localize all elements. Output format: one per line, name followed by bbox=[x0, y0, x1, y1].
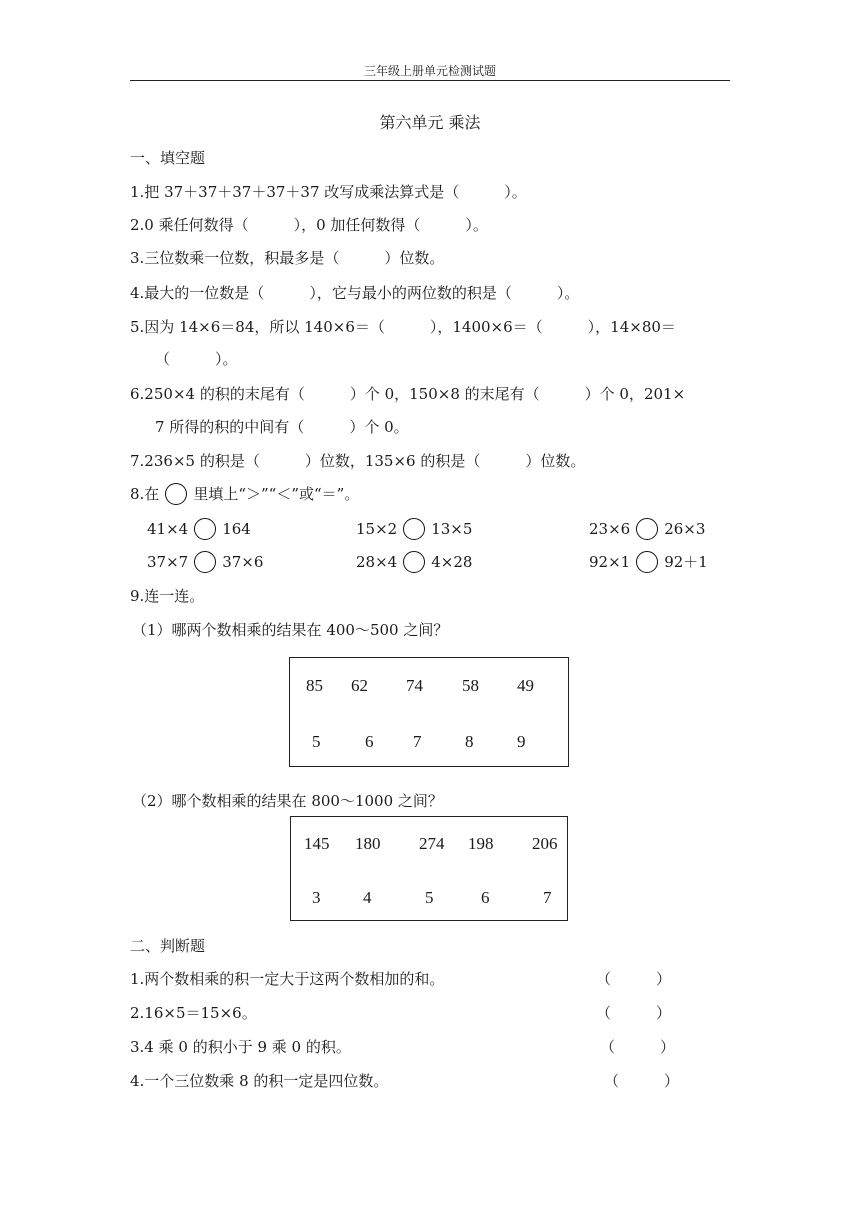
question-6-line-1: 6.250×4 的积的末尾有（ ）个 0，150×8 的末尾有（ ）个 0，201× bbox=[130, 385, 686, 403]
section-heading-fill-in: 一、填空题 bbox=[130, 149, 206, 167]
compare-item: 41×4 164 bbox=[147, 520, 251, 538]
box1-bottom-number[interactable]: 8 bbox=[465, 732, 474, 751]
question-3: 3.三位数乘一位数，积最多是（ ）位数。 bbox=[130, 249, 445, 267]
compare-item: 15×2 13×5 bbox=[356, 520, 473, 538]
box1-top-number[interactable]: 49 bbox=[517, 676, 534, 695]
matching-box-2 bbox=[290, 816, 568, 921]
box1-top-number[interactable]: 74 bbox=[406, 676, 423, 695]
compare-circle-input[interactable] bbox=[194, 518, 216, 540]
question-9-part-2: （2）哪个数相乘的结果在 800～1000 之间？ bbox=[132, 792, 443, 810]
box1-top-number[interactable]: 85 bbox=[306, 676, 323, 695]
answer-parentheses[interactable]: （ ） bbox=[600, 1038, 676, 1056]
box1-bottom-number[interactable]: 9 bbox=[517, 732, 526, 751]
question-1: 1.把 37＋37＋37＋37＋37 改写成乘法算式是（ ）。 bbox=[130, 183, 527, 201]
compare-circle-input[interactable] bbox=[403, 551, 425, 573]
box1-bottom-number[interactable]: 6 bbox=[365, 732, 374, 751]
question-9-part-1: （1）哪两个数相乘的结果在 400～500 之间？ bbox=[132, 621, 449, 639]
box1-bottom-number[interactable]: 7 bbox=[413, 732, 422, 751]
box1-bottom-number[interactable]: 5 bbox=[312, 732, 321, 751]
compare-circle-input[interactable] bbox=[194, 551, 216, 573]
page-title: 第六单元 乘法 bbox=[379, 113, 481, 132]
compare-item: 37×7 37×6 bbox=[147, 553, 264, 571]
box2-top-number[interactable]: 198 bbox=[468, 834, 494, 853]
compare-item: 28×4 4×28 bbox=[356, 553, 473, 571]
question-6-line-2: 7 所得的积的中间有（ ）个 0。 bbox=[155, 418, 409, 436]
box1-top-number[interactable]: 62 bbox=[351, 676, 368, 695]
answer-parentheses[interactable]: （ ） bbox=[596, 970, 672, 988]
compare-item: 23×6 26×3 bbox=[589, 520, 706, 538]
question-8 bbox=[130, 483, 359, 505]
compare-item: 92×1 92＋1 bbox=[589, 553, 708, 571]
question-9: 9.连一连。 bbox=[130, 587, 205, 605]
judgement-item-3: 3.4 乘 0 的积小于 9 乘 0 的积。 bbox=[130, 1038, 351, 1056]
compare-circle-input[interactable] bbox=[636, 518, 658, 540]
box2-top-number[interactable]: 180 bbox=[355, 834, 381, 853]
header-divider bbox=[130, 80, 730, 81]
matching-box-1 bbox=[289, 657, 569, 767]
question-2: 2.0 乘任何数得（ ），0 加任何数得（ ）。 bbox=[130, 216, 488, 234]
box2-bottom-number[interactable]: 4 bbox=[363, 888, 372, 907]
box2-bottom-number[interactable]: 5 bbox=[425, 888, 434, 907]
box1-top-number[interactable]: 58 bbox=[462, 676, 479, 695]
judgement-item-1: 1.两个数相乘的积一定大于这两个数相加的和。 bbox=[130, 970, 445, 988]
page-header: 三年级上册单元检测试题 bbox=[363, 64, 496, 78]
question-5-line-1: 5.因为 14×6＝84，所以 140×6＝（ ），1400×6＝（ ），14×80＝ bbox=[130, 318, 676, 336]
compare-circle-input[interactable] bbox=[403, 518, 425, 540]
section-heading-true-false: 二、判断题 bbox=[130, 937, 206, 955]
question-4: 4.最大的一位数是（ ），它与最小的两位数的积是（ ）。 bbox=[130, 284, 580, 302]
question-8-suffix: 里填上“＞”“＜”或“＝”。 bbox=[193, 485, 360, 503]
box2-bottom-number[interactable]: 6 bbox=[481, 888, 490, 907]
judgement-item-2: 2.16×5＝15×6。 bbox=[130, 1004, 257, 1022]
answer-parentheses[interactable]: （ ） bbox=[596, 1004, 672, 1022]
question-7: 7.236×5 的积是（ ）位数，135×6 的积是（ ）位数。 bbox=[130, 452, 586, 470]
box2-bottom-number[interactable]: 7 bbox=[543, 888, 552, 907]
box2-bottom-number[interactable]: 3 bbox=[312, 888, 321, 907]
judgement-item-4: 4.一个三位数乘 8 的积一定是四位数。 bbox=[130, 1072, 389, 1090]
box2-top-number[interactable]: 206 bbox=[532, 834, 558, 853]
answer-parentheses[interactable]: （ ） bbox=[604, 1072, 680, 1090]
box2-top-number[interactable]: 274 bbox=[419, 834, 445, 853]
compare-circle-input[interactable] bbox=[636, 551, 658, 573]
box2-top-number[interactable]: 145 bbox=[304, 834, 330, 853]
compare-circle-icon bbox=[165, 483, 187, 505]
question-5-line-2: （ ）。 bbox=[155, 350, 238, 368]
question-8-prefix: 8.在 bbox=[130, 485, 160, 503]
